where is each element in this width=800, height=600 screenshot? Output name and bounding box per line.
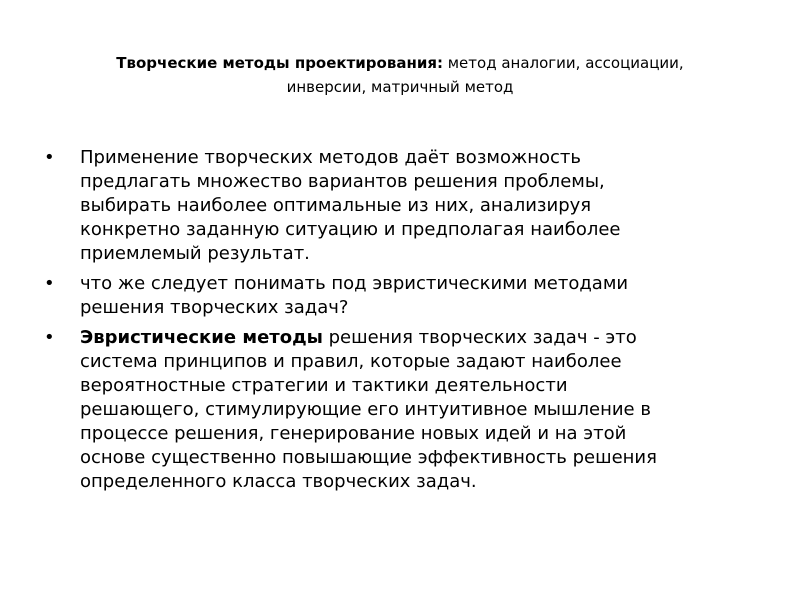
bullet-list: [44, 146, 734, 500]
title-line-1: [40, 51, 760, 75]
bullet-1-line-5: приемлемый результат.: [80, 243, 310, 264]
bullet-3-line-7: определенного класса творческих задач.: [80, 471, 477, 492]
bullet-icon: •: [44, 147, 55, 168]
bullet-3-line-4: решающего, стимулирующие его интуитивное мышление в: [80, 399, 651, 420]
bullet-item-2: [44, 272, 734, 320]
bullet-icon: •: [44, 327, 55, 348]
bullet-2-line-2: решения творческих задач?: [80, 297, 349, 318]
bullet-1-line-2: предлагать множество вариантов решения проблемы,: [80, 171, 605, 192]
title-bold-part: Творческие методы проектирования:: [116, 54, 443, 72]
bullet-1-line-4: конкретно заданную ситуацию и предполагая наиболее: [80, 219, 621, 240]
bullet-1-line-1: Применение творческих методов даёт возможность: [80, 147, 581, 168]
bullet-3-first-line-rest: решения творческих задач - это: [322, 327, 637, 348]
bullet-3-bold-term: Эвристические методы: [80, 327, 323, 348]
bullet-item-3: [44, 326, 734, 494]
title-rest-part-1: метод аналогии, ассоциации,: [442, 54, 684, 72]
bullet-3-line-6: основе существенно повышающие эффективность решения: [80, 447, 657, 468]
title-line-2: инверсии, матричный метод: [286, 78, 514, 96]
bullet-2-line-1: что же следует понимать под эвристическими методами: [80, 273, 629, 294]
bullet-3-line-2: система принципов и правил, которые задают наиболее: [80, 351, 622, 372]
bullet-3-line-5: процессе решения, генерирование новых идей и на этой: [80, 423, 627, 444]
bullet-3-line-1: [80, 326, 734, 350]
slide-title: [40, 51, 760, 99]
bullet-3-line-3: вероятностные стратегии и тактики деятельности: [80, 375, 568, 396]
bullet-icon: •: [44, 273, 55, 294]
bullet-item-1: [44, 146, 734, 266]
bullet-1-line-3: выбирать наиболее оптимальные из них, анализируя: [80, 195, 592, 216]
